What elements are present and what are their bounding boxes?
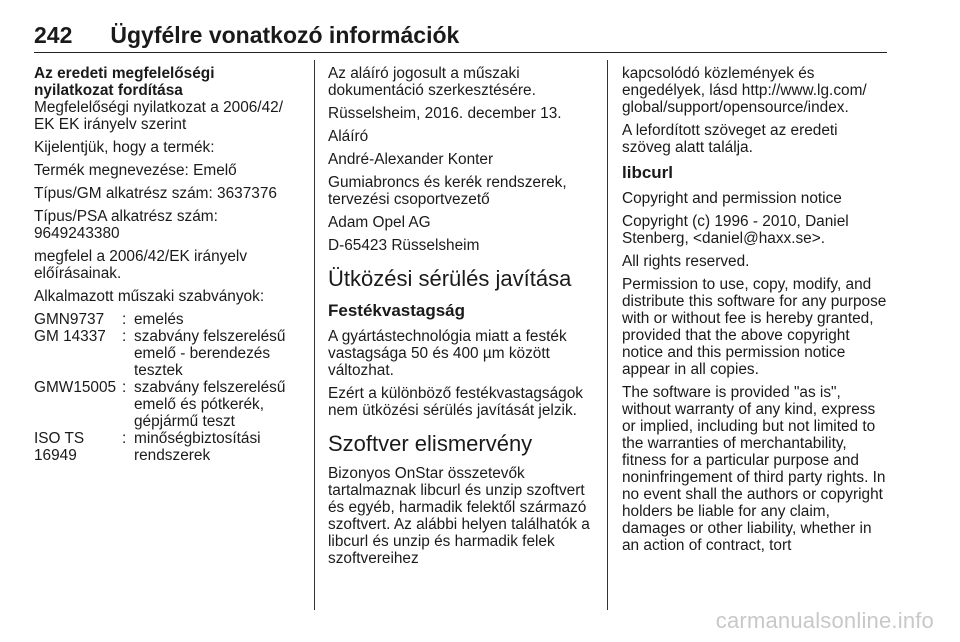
page-header	[34, 22, 887, 53]
standard-separator: :	[122, 311, 127, 328]
column-divider-2	[607, 60, 608, 610]
standard-description: emelés	[134, 311, 184, 328]
paragraph: Ezért a különböző festékvastagságok nem ütközési sérülés javítását jelzik.	[328, 385, 583, 419]
paragraph: Típus/GM alkatrész szám: 3637376	[34, 185, 277, 202]
standard-row	[34, 328, 298, 379]
standard-row	[34, 379, 298, 430]
column-2	[328, 65, 596, 573]
standard-separator: :	[122, 430, 127, 447]
paragraph: D-65423 Rüsselsheim	[328, 237, 480, 254]
standard-description: szabvány felszerelésű emelő - berendezés tesztek	[134, 328, 286, 379]
standard-code: GMN9737	[34, 311, 105, 328]
declaration-heading: Az eredeti megfelelőségi nyilatkozat fordítása	[34, 65, 215, 99]
standards-list	[34, 311, 298, 464]
standard-description: szabvány felszerelésű emelő és pótkerék, gépjármű teszt	[134, 379, 286, 430]
paragraph: kapcsolódó közlemények és engedélyek, lásd http://www.lg.com/ global/support/opensource/index.	[622, 65, 867, 116]
paragraph: Rüsselsheim, 2016. december 13.	[328, 105, 562, 122]
paragraph: The software is provided "as is", without warranty of any kind, express or implied, including but not limited to the warranties of merchantability, fitness for a particular purpose and noninfringement of third party rights. In no event shall the authors or copyright holders be liable for any claim, damages or other liability, whether in an action of contract, tort	[622, 384, 886, 554]
paragraph: A lefordított szöveget az eredeti szöveg alatt találja.	[622, 122, 838, 156]
paragraph: Copyright (c) 1996 - 2010, Daniel Stenberg, <daniel@haxx.se>.	[622, 213, 849, 247]
section-title-collision-repair: Ütközési sérülés javítása	[328, 266, 572, 291]
standard-separator: :	[122, 379, 127, 396]
paragraph: André-Alexander Konter	[328, 151, 494, 168]
section-title-software-acknowledgement: Szoftver elismervény	[328, 431, 533, 456]
paragraph: Alkalmazott műszaki szabványok:	[34, 288, 265, 305]
paragraph: megfelel a 2006/42/EK irányelv előírásainak.	[34, 248, 248, 282]
standard-description: minőségbiztosítási rendszerek	[134, 430, 261, 464]
paragraph: Bizonyos OnStar összetevők tartalmaznak libcurl és unzip szoftvert és egyéb, harmadik felektől származó szoftvert. Az alábbi helyen találhatók a libcurl és unzip és harmadik felek szoftvereihez	[328, 465, 590, 567]
paragraph: Termék megnevezése: Emelő	[34, 162, 237, 179]
paragraph: Kijelentjük, hogy a termék:	[34, 139, 215, 156]
page-number: 242	[34, 22, 73, 48]
standard-row	[34, 430, 298, 464]
paragraph: Copyright and permission notice	[622, 190, 842, 207]
subsection-title-paint-thickness: Festékvastagság	[328, 301, 466, 320]
column-3	[622, 65, 890, 560]
subsection-title-libcurl: libcurl	[622, 163, 674, 182]
paragraph: Megfelelőségi nyilatkozat a 2006/42/ EK EK irányelv szerint	[34, 99, 283, 133]
column-1	[34, 65, 298, 464]
paragraph: Aláíró	[328, 128, 369, 145]
paragraph: All rights reserved.	[622, 253, 750, 270]
paragraph: Permission to use, copy, modify, and distribute this software for any purpose with or without fee is hereby granted, provided that the above copyright notice and this permission notice appear in all copies.	[622, 276, 887, 378]
standard-row	[34, 311, 298, 328]
paragraph: Gumiabroncs és kerék rendszerek, tervezési csoportvezető	[328, 174, 567, 208]
standard-code: ISO TS 16949	[34, 430, 85, 464]
paragraph: Az aláíró jogosult a műszaki dokumentáció szerkesztésére.	[328, 65, 536, 99]
paragraph: Típus/PSA alkatrész szám: 9649243380	[34, 208, 218, 242]
standard-code: GM 14337	[34, 328, 106, 345]
paragraph: A gyártástechnológia miatt a festék vastagsága 50 és 400 µm között változhat.	[328, 328, 567, 379]
page-title: Ügyfélre vonatkozó információk	[110, 22, 460, 48]
standard-code: GMW15005	[34, 379, 117, 396]
column-divider-1	[314, 60, 315, 610]
paragraph: Adam Opel AG	[328, 214, 431, 231]
standard-separator: :	[122, 328, 127, 345]
watermark: carmanualsonline.info	[715, 608, 934, 633]
